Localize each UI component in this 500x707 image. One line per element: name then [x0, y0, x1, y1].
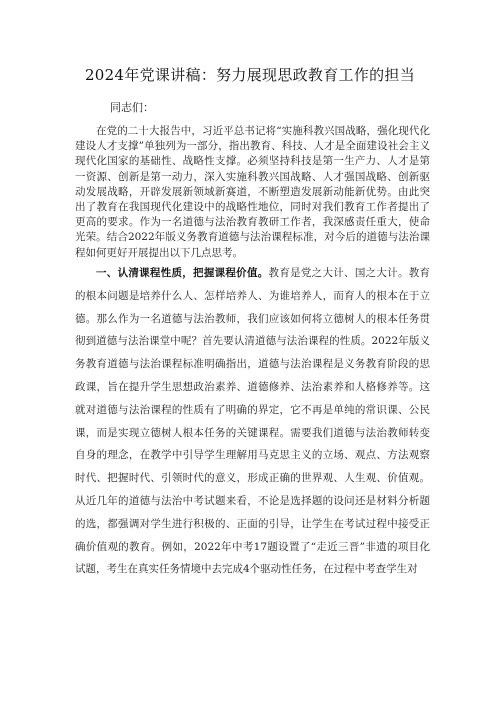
section-1-body: 教育是党之大计、国之大计。教育的根本问题是培养什么人、怎样培养人、为谁培养人，而育人的根本在于立德。那么作为一名道德与法治教师，我们应该如何将立德树人的根本任务贯彻到道德与法治课堂中呢？首先要认清道德与法治课程的性质。2022年版义务教育道德与法治课程标准明确指出，道德与法治课程是义务教育阶段的思政课，旨在提升学生思想政治素养、道德修养、法治素养和人格修养等。这就对道德与法治课程的性质有了明确的界定，它不再是单纯的常识课、公民课，而是实现立德树人根本任务的关键课程。需要我们道德与法治教师转变自身的理念，在教学中引导学生理解用马克思主义的立场、观点、方法观察时代、把握时代、引领时代的意义，形成正确的世界观、人生观、价值观。从近几年的道德与法治中考试题来看，不论是选择题的设问还是材料分析题的选，都强调对学生进行积极的、正面的引导，让学生在考试过程中接受正确价值观的教育。例如，2022年中考17题设置了“走近三晋”非遗的项目化试题，考生在真实任务情境中去完成4个驱动性任务，在过程中考查学生对: [75, 267, 431, 576]
section-1-heading: 一、认清课程性质，把握课程价值。: [96, 267, 269, 279]
greeting: 同志们：: [110, 101, 154, 114]
paragraph-intro: 在党的二十大报告中，习近平总书记将“实施科教兴国战略，强化现代化建设人才支撑”单独列为一部分，指出教育、科技、人才是全面建设社会主义现代化国家的基础性、战略性支撑。必须坚持科技是第一生产力、人才是第一资源、创新是第一动力，深入实施科教兴国战略、人才强国战略、创新驱动发展战略，开辟发展新领域新赛道，不断塑造发展新动能新优势。由此突出了教育在我国现代化建设中的战略性地位，同时对我们教育工作者提出了更高的要求。作为一名道德与法治教育教研工作者，我深感责任重大，使命光荣。结合2022年版义务教育道德与法治课程标准，对今后的道德与法治课程如何更好开展提出以下几点思考。: [75, 125, 430, 259]
paragraph-section-1: [75, 262, 430, 581]
document-title: 2024年党课讲稿：努力展现思政教育工作的担当: [84, 66, 416, 84]
